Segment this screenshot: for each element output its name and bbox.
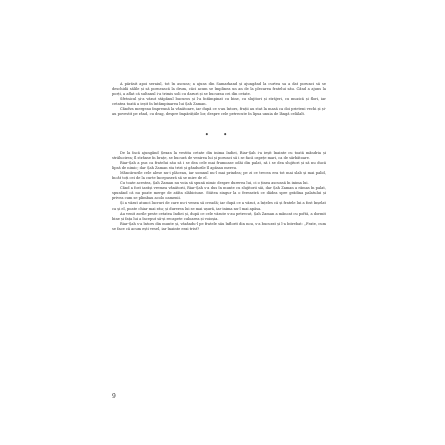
paragraph: Sfetnicul și-a văzut stăpânul bucuros și l-a întâmpinat cu bine, cu slujitori și străjeri, cu muzică și flori, iar cetatea toată a ieșit în întâmpinarea lui Șah Zaman. [112, 97, 326, 107]
section-separator: • • [204, 131, 234, 139]
paragraph: Riar-Șah a pus ca fratelui său să i se dea cele mai frumoase odăi din palat, să i se dea slujitori și să nu ducă lipsă de nimic; dar Șah Zaman sta trist și gândurile îl apăsau mereu. [112, 161, 326, 171]
paragraph: Când a fost iarăși vremea vânătorii, Riar-Șah s-a dus în munte cu slujitorii săi, dar Șah Zaman a rămas în palat, spunând că nu poate merge de atâta slăbiciune. Stătea singur la o fereastră ce dădea spre grădina palatului și privea cum se plimbau acolo oamenii. [112, 186, 326, 201]
paragraph: A părăsit apoi seraiul, tot în ascuns; a ajuns din Samarkand și ajungând la curtea sa a dat porunci să se deschidă sălile și să pornească la drum, căci acum se împlinea un an de la plecarea fratelui său. Când a ajuns la porți, a aflat că sultanul i-a trimis soli cu daruri și se bucurau cei din cetate. [112, 82, 326, 97]
text-block-second-section [112, 151, 326, 232]
page-number: 9 [112, 393, 116, 400]
paragraph: Au venit zorile peste cetatea Indiei și, după ce cele văzute s-au petrecut, Șah Zaman a mâncat cu poftă, a dormit bine și fața lui a început să-și recapete culoarea și voioșia. [112, 211, 326, 221]
text-block-first-section [112, 82, 326, 117]
paragraph: Riar-Șah s-a întors din munte și, văzându-l pe fratele său înflorit din nou, s-a bucurat și l-a întrebat: „Frate, cum se face că acum ești vesel, iar înainte erai trist? [112, 221, 326, 231]
paragraph: Și a văzut atunci lucruri de care nu-i venea să creadă; iar după ce a văzut, a înțeles că și fratele lui a fost înșelat ca și el, poate chiar mai rău; și durerea lui se mai ușură, iar inima nu-l mai apăsa. [112, 201, 326, 211]
paragraph: Cu toate acestea, Șah Zaman nu voia să spună nimic despre durerea lui, ci o ținea ascunsă în inima lui. [120, 181, 309, 186]
paragraph: De la încă ajungând Șexan la vestita cetate din inima Indiei, Riar-Șah i-a ieșit înainte cu toată mândria și strălucirea; îl strânse în brațe, se bucură de venirea lui și porunci să i se facă ospețe mari, ca de sărbătoare. [112, 151, 326, 161]
paragraph: Mâncărurile cele alese nu-i plăceau, iar somnul nu-l mai prindea; pe zi ce trecea era tot mai slab și mai palid, încât toți cei de la curte începuseră să se mire de el. [112, 171, 326, 181]
paragraph: Cândva mergeau împreună la vânătoare, iar după ce s-au întors, frații au stat la masă ca doi prieteni vechi și și-au povestit pe rând, cu drag, despre împărățiile lor, despre cele petrecute în lipsa unuia de lângă celălalt. [112, 107, 326, 117]
